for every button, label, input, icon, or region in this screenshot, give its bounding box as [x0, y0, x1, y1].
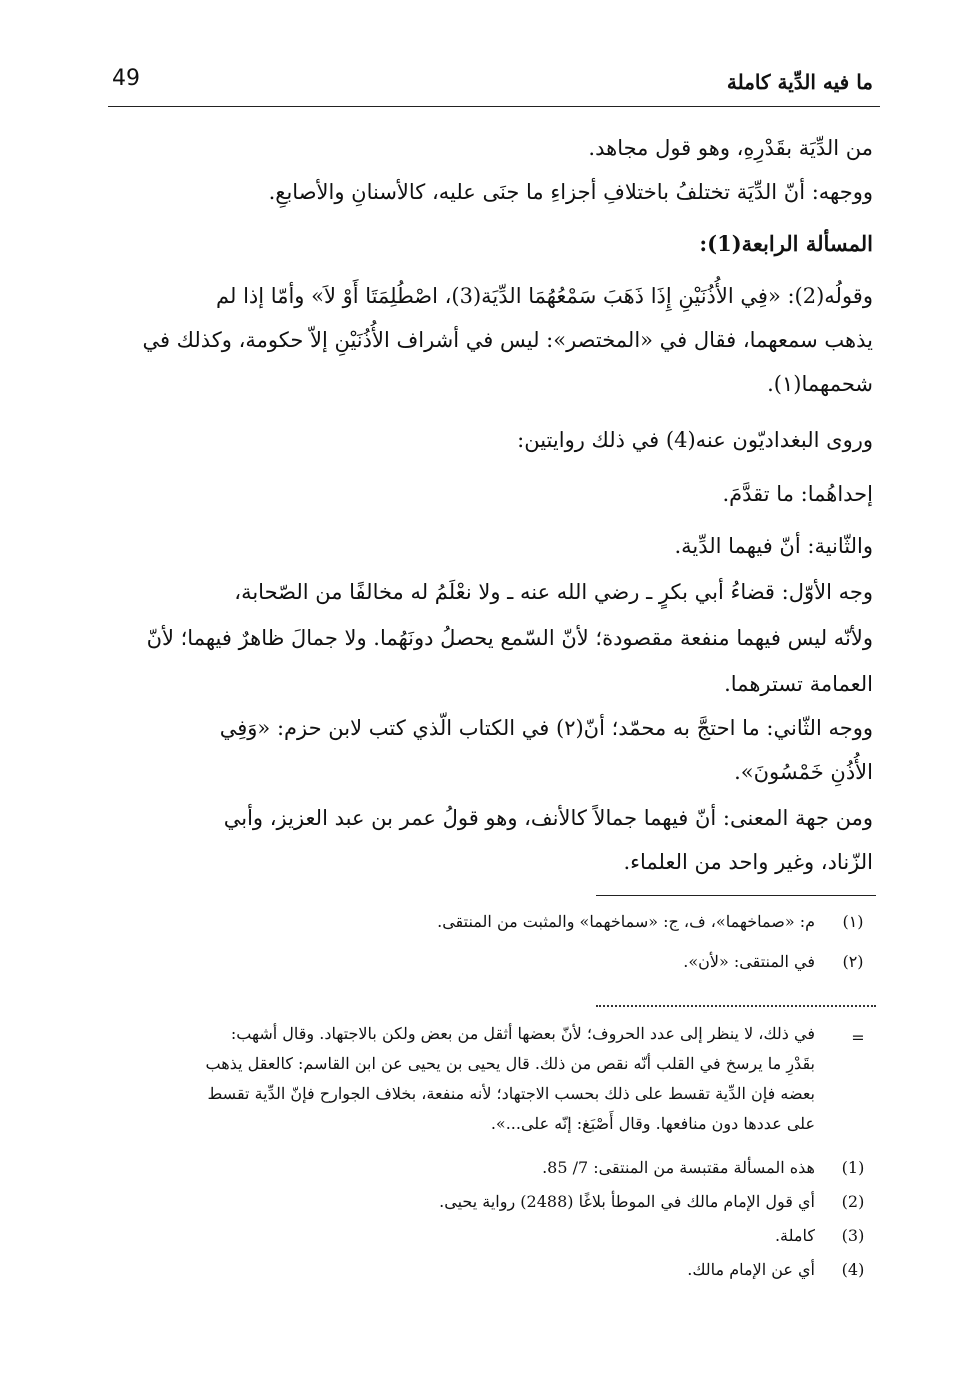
- footnote-text: م: «صماخهما»، ف، ج: «سماخهما» والمثبت من المنتقى.: [437, 912, 815, 931]
- section-heading: المسألة الرابعة(1):: [699, 231, 873, 256]
- main-text: [105, 130, 873, 874]
- footnote: [105, 1154, 873, 1182]
- footnote-line: في ذلك، لا ينظر إلى عدد الحروف؛ لأنّ بعضها أثقل من بعض ولكن بالاجتهاد. وقال أشهب:: [230, 1024, 815, 1043]
- footnote-number: (2): [841, 1192, 865, 1211]
- footnote-text: أي عن الإمام مالك.: [687, 1260, 815, 1279]
- footnote-number: (3): [841, 1226, 865, 1245]
- body-line: شحمهما(١).: [767, 372, 873, 396]
- footnote-continuation: [105, 1020, 873, 1146]
- dotted-separator: [596, 1005, 876, 1007]
- body-line: الزّناد، وغير واحد من العلماء.: [623, 850, 873, 874]
- body-line: إحداهُما: ما تقدَّمَ.: [722, 482, 873, 506]
- footnote: [105, 1188, 873, 1216]
- body-line: ولأنّه ليس فيهما منفعة مقصودة؛ لأنّ السّمع يحصلُ دونَهُما. ولا جمالَ ظاهرٌ فيهما؛ لأنّ: [146, 626, 873, 650]
- footnote-number: (4): [841, 1260, 865, 1279]
- footnote-text: كاملة.: [774, 1226, 815, 1245]
- footnote-line: على عددها دون منافعها. وقال أَصْبَغ: إنّه على...».: [490, 1114, 815, 1133]
- body-line: يذهب سمعهما، فقال في «المختصر»: ليس في أشراف الأُذُنَيْنِ إلاّ حكومة، وكذلك في: [142, 328, 873, 352]
- footnote-line: بعضه فإن الدِّية تقسط على ذلك بحسب الاجتهاد؛ لأنه منفعة، بخلاف الجوارح فإنّ الدِّية تقسط: [207, 1084, 815, 1103]
- running-title: ما فيه الدِّية كاملة: [726, 70, 873, 94]
- continuation-marker: =: [851, 1028, 865, 1047]
- footnote-text: في المنتقى: «لأن».: [683, 952, 815, 971]
- body-line: وروى البغداديّون عنه(4) في ذلك روايتين:: [517, 428, 873, 452]
- footnote-number: (1): [841, 1158, 865, 1177]
- footnote-line: بقَدْرِ ما يرسخ في القلب أنّه نقص من ذلك. قال يحيى بن يحيى عن ابن القاسم: كالعقل يذهب: [205, 1054, 815, 1073]
- header-divider: [108, 106, 880, 107]
- body-line: العمامة تسترهما.: [724, 672, 873, 696]
- footnote: [105, 948, 873, 976]
- footnote: [105, 1256, 873, 1284]
- footnote-text: هذه المسألة مقتبسة من المنتقى: 7/ 85.: [542, 1158, 815, 1177]
- footnote-text: أي قول الإمام مالك في الموطأ بلاغًا (2488) رواية يحيى.: [439, 1192, 815, 1211]
- body-line: ووجه الثّاني: ما احتجَّ به محمّد؛ أنّ(٢) في الكتاب الّذي كتب لابن حزم: «وَفِي: [219, 716, 873, 740]
- body-line: من الدِّيَة بقَدْرِهِ، وهو قول مجاهد.: [588, 136, 873, 160]
- footnote: [105, 908, 873, 936]
- footnote-separator: [596, 895, 876, 896]
- footnote: [105, 1222, 873, 1250]
- footnote-number: (٢): [842, 952, 864, 971]
- body-line: وقولُه(2): «فِي الأُذُنَيْنِ إِذَا ذَهَبَ سَمْعُهُمَا الدِّيَة(3)، اصْطُلِمَتَا أَوْ لاَ» وأمّا إذا لم: [216, 284, 873, 308]
- body-line: ومن جهة المعنى: أنّ فيهما جمالاً كالأنف، وهو قولُ عمر بن عبد العزيز، وأبي: [223, 806, 873, 830]
- body-line: وجه الأوّل: قضاءُ أبي بكرٍ ـ رضي الله عنه ـ ولا نعْلَمُ له مخالفًا من الصّحابة،: [234, 580, 873, 604]
- footnote-number: (١): [842, 912, 864, 931]
- page-number: 49: [112, 66, 140, 91]
- body-line: ووجهه: أنّ الدِّيَة تختلفُ باختلافِ أجزاءِ ما جنَى عليه، كالأسنانِ والأصابعِ.: [268, 180, 873, 204]
- body-line: الأُذُنِ خَمْسُونَ».: [734, 760, 873, 784]
- body-line: والثّانية: أنّ فيهما الدِّية.: [674, 534, 873, 558]
